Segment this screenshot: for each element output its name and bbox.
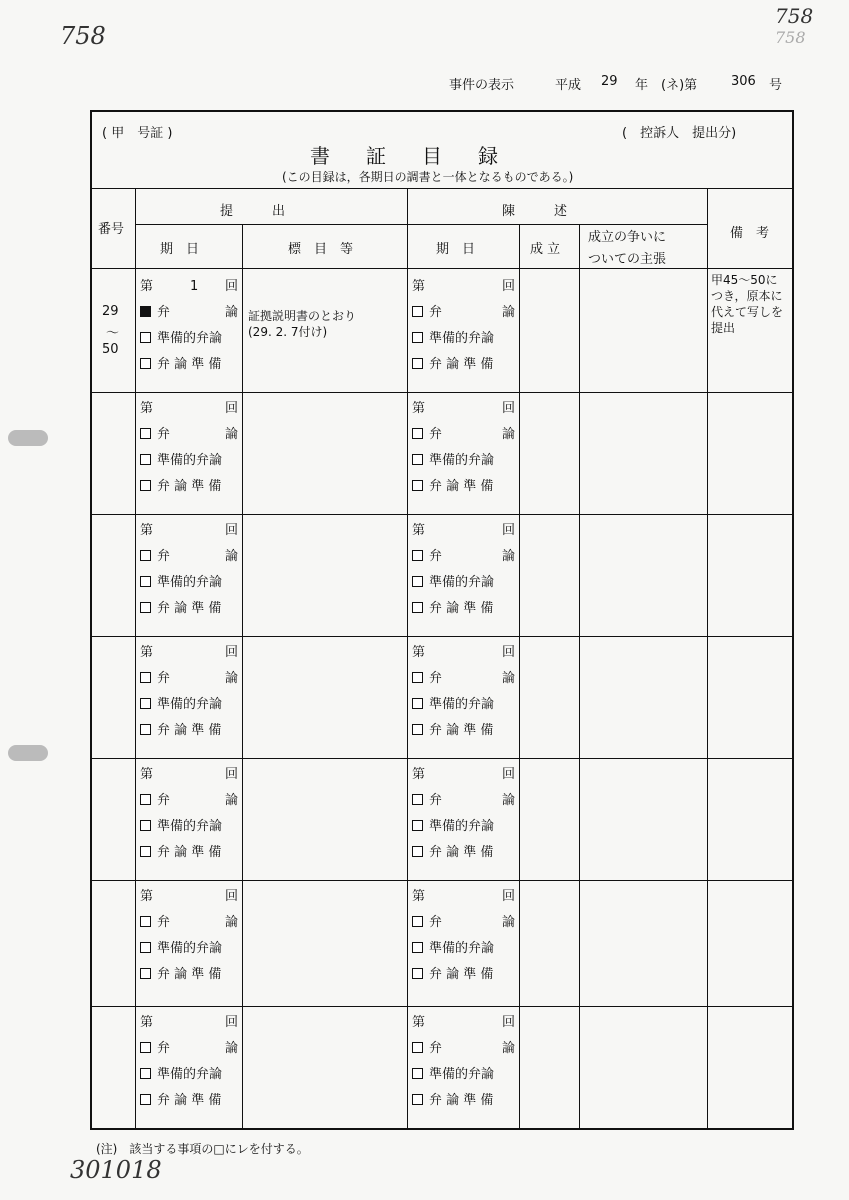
benron-jyunbi-label: 弁 論 準 備 (429, 601, 494, 616)
benron-jyunbi-label: 弁 論 準 備 (157, 723, 222, 738)
col-submission-date: 期 日 (160, 242, 200, 257)
row-3-stm-session-cell (412, 518, 515, 622)
checkbox-icon[interactable] (412, 576, 423, 587)
dai-label: 第 (140, 523, 154, 538)
case-era: 平成 (555, 78, 582, 93)
checkbox-icon[interactable] (140, 1068, 151, 1079)
ben-label: 弁 (429, 427, 443, 442)
handwritten-number-top-right: 758 (775, 4, 814, 28)
ben-label: 弁 (429, 793, 443, 808)
ron-label: 論 (501, 793, 515, 808)
checkbox-icon[interactable] (140, 1094, 151, 1105)
benron-jyunbi-label: 弁 論 準 備 (157, 479, 222, 494)
faint-number-top-right: 758 (775, 28, 806, 47)
case-number: 306 (731, 74, 756, 89)
jyunbi-label: 準備的弁論 (157, 331, 223, 346)
row-1-number-top: 29 (102, 304, 119, 319)
row-1-number-bottom: 50 (102, 342, 119, 357)
checkbox-icon[interactable] (140, 480, 151, 491)
kai-label: 回 (501, 767, 515, 782)
ron-label: 論 (501, 671, 515, 686)
checkbox-icon[interactable] (140, 358, 151, 369)
dai-label: 第 (412, 1015, 426, 1030)
case-year-unit: 年 (635, 78, 649, 93)
checkbox-icon[interactable] (412, 846, 423, 857)
kai-label: 回 (224, 279, 238, 294)
ron-label: 論 (224, 1041, 238, 1056)
col-item: 標 目 等 (288, 242, 354, 257)
ron-label: 論 (224, 671, 238, 686)
ron-label: 論 (501, 549, 515, 564)
ben-label: 弁 (157, 305, 171, 320)
checkbox-icon[interactable] (412, 454, 423, 465)
col-submission: 提 出 (220, 204, 286, 219)
checkbox-icon[interactable] (412, 428, 423, 439)
row-1-remarks-line2: つき，原本に (711, 289, 783, 303)
checkbox-icon[interactable] (412, 358, 423, 369)
kai-label: 回 (501, 889, 515, 904)
dai-label: 第 (140, 279, 154, 294)
benron-jyunbi-label: 弁 論 準 備 (157, 967, 222, 982)
kai-label: 回 (501, 1015, 515, 1030)
checkbox-icon[interactable] (412, 916, 423, 927)
evidence-type: ( 甲 号証 ) (102, 126, 173, 141)
kai-label: 回 (224, 523, 238, 538)
row-5-stm-session-cell (412, 762, 515, 866)
case-type: (ネ)第 (661, 78, 698, 93)
checkbox-icon[interactable] (412, 820, 423, 831)
row-1-item (248, 308, 356, 340)
benron-jyunbi-label: 弁 論 準 備 (429, 1093, 494, 1108)
handwritten-number-bottom-left: 301018 (70, 1156, 162, 1184)
benron-jyunbi-label: 弁 論 準 備 (429, 723, 494, 738)
kai-label: 回 (224, 889, 238, 904)
jyunbi-label: 準備的弁論 (157, 453, 223, 468)
kai-label: 回 (501, 401, 515, 416)
dai-label: 第 (140, 1015, 154, 1030)
dai-label: 第 (412, 767, 426, 782)
checkbox-icon[interactable] (412, 550, 423, 561)
col-dispute-line1: 成立の争いに (588, 230, 667, 245)
benron-jyunbi-label: 弁 論 準 備 (157, 845, 222, 860)
ben-label: 弁 (429, 671, 443, 686)
ben-label: 弁 (429, 305, 443, 320)
benron-jyunbi-label: 弁 論 準 備 (429, 967, 494, 982)
checkbox-icon[interactable] (140, 428, 151, 439)
checkbox-icon[interactable] (140, 968, 151, 979)
checkbox-icon[interactable] (140, 698, 151, 709)
ben-label: 弁 (157, 671, 171, 686)
session-number: 1 (190, 279, 199, 294)
kai-label: 回 (224, 1015, 238, 1030)
row-1-remarks-line4: 提出 (711, 321, 736, 335)
ben-label: 弁 (157, 1041, 171, 1056)
row-1-number-mid: 〜 (106, 326, 120, 341)
checkbox-icon[interactable] (140, 672, 151, 683)
ben-label: 弁 (429, 1041, 443, 1056)
checkbox-icon[interactable] (412, 794, 423, 805)
row-7-stm-session-cell (412, 1010, 515, 1114)
checkbox-icon[interactable] (412, 602, 423, 613)
row-4-sub-session-cell (140, 640, 238, 744)
checkbox-icon[interactable] (140, 1042, 151, 1053)
page-title: 書証目録 (310, 144, 534, 168)
checkbox-icon[interactable] (140, 332, 151, 343)
checkbox-icon[interactable] (140, 942, 151, 953)
ben-label: 弁 (157, 427, 171, 442)
dai-label: 第 (412, 889, 426, 904)
ron-label: 論 (501, 427, 515, 442)
checkbox-icon[interactable] (140, 576, 151, 587)
jyunbi-label: 準備的弁論 (429, 575, 495, 590)
col-statement: 陳 述 (502, 204, 568, 219)
checkbox-icon[interactable] (412, 1068, 423, 1079)
row-1-item-line1: 証拠説明書のとおり (248, 309, 357, 323)
dai-label: 第 (140, 401, 154, 416)
checkbox-icon[interactable] (140, 724, 151, 735)
dai-label: 第 (140, 889, 154, 904)
kai-label: 回 (224, 401, 238, 416)
jyunbi-label: 準備的弁論 (157, 575, 223, 590)
ron-label: 論 (224, 793, 238, 808)
case-indicator (449, 74, 789, 92)
jyunbi-label: 準備的弁論 (429, 331, 495, 346)
footer-note: (注) 該当する事項の□にレを付する。 (96, 1142, 309, 1156)
kai-label: 回 (224, 645, 238, 660)
kai-label: 回 (224, 767, 238, 782)
ron-label: 論 (224, 305, 238, 320)
ron-label: 論 (224, 915, 238, 930)
row-2-sub-session-cell (140, 396, 238, 500)
kai-label: 回 (501, 523, 515, 538)
col-number: 番号 (98, 222, 125, 237)
checkbox-icon[interactable] (140, 454, 151, 465)
row-1-sub-session-cell (140, 274, 238, 378)
row-1-item-line2: (29. 2. 7付け) (248, 325, 328, 339)
jyunbi-label: 準備的弁論 (157, 819, 223, 834)
benron-jyunbi-label: 弁 論 準 備 (429, 357, 494, 372)
ron-label: 論 (501, 1041, 515, 1056)
checkbox-icon[interactable] (140, 794, 151, 805)
row-3-sub-session-cell (140, 518, 238, 622)
dai-label: 第 (412, 645, 426, 660)
jyunbi-label: 準備的弁論 (157, 941, 223, 956)
benron-jyunbi-label: 弁 論 準 備 (157, 601, 222, 616)
checkbox-icon[interactable] (140, 916, 151, 927)
jyunbi-label: 準備的弁論 (429, 941, 495, 956)
row-2-stm-session-cell (412, 396, 515, 500)
row-4-stm-session-cell (412, 640, 515, 744)
benron-jyunbi-label: 弁 論 準 備 (429, 479, 494, 494)
checkbox-icon[interactable] (412, 698, 423, 709)
checkbox-icon[interactable] (412, 968, 423, 979)
case-number-unit: 号 (769, 78, 783, 93)
row-6-stm-session-cell (412, 884, 515, 988)
col-statement-date: 期 日 (436, 242, 476, 257)
checkbox-icon[interactable] (140, 602, 151, 613)
benron-jyunbi-label: 弁 論 準 備 (157, 357, 222, 372)
case-label: 事件の表示 (449, 78, 515, 93)
checkbox-icon[interactable] (412, 724, 423, 735)
row-1-remarks (711, 272, 783, 336)
ron-label: 論 (224, 427, 238, 442)
row-1-stm-session-cell (412, 274, 515, 378)
dai-label: 第 (140, 645, 154, 660)
row-6-sub-session-cell (140, 884, 238, 988)
jyunbi-label: 準備的弁論 (157, 1067, 223, 1082)
dai-label: 第 (412, 279, 426, 294)
ben-label: 弁 (157, 793, 171, 808)
jyunbi-label: 準備的弁論 (157, 697, 223, 712)
row-7-sub-session-cell (140, 1010, 238, 1114)
ron-label: 論 (501, 915, 515, 930)
row-1-remarks-line3: 代えて写しを (711, 305, 784, 319)
checkbox-icon[interactable] (412, 480, 423, 491)
page-subtitle: (この目録は，各期日の調書と一体となるものである。) (282, 170, 574, 184)
dai-label: 第 (412, 401, 426, 416)
jyunbi-label: 準備的弁論 (429, 819, 495, 834)
binder-ring-icon (8, 745, 48, 761)
row-5-sub-session-cell (140, 762, 238, 866)
benron-jyunbi-label: 弁 論 準 備 (429, 845, 494, 860)
submitter: ( 控訴人 提出分) (622, 126, 737, 141)
col-remarks: 備 考 (730, 226, 770, 241)
ben-label: 弁 (157, 915, 171, 930)
ron-label: 論 (501, 305, 515, 320)
benron-jyunbi-label: 弁 論 準 備 (157, 1093, 222, 1108)
checkbox-icon[interactable] (412, 1042, 423, 1053)
checked-box-icon[interactable] (140, 306, 151, 317)
handwritten-number-top-left: 758 (60, 22, 106, 50)
jyunbi-label: 準備的弁論 (429, 697, 495, 712)
col-dispute-line2: ついての主張 (588, 252, 667, 267)
case-year: 29 (601, 74, 618, 89)
evidence-list-table (90, 110, 794, 1130)
ben-label: 弁 (157, 549, 171, 564)
jyunbi-label: 準備的弁論 (429, 1067, 495, 1082)
dai-label: 第 (140, 767, 154, 782)
jyunbi-label: 準備的弁論 (429, 453, 495, 468)
checkbox-icon[interactable] (140, 550, 151, 561)
checkbox-icon[interactable] (412, 332, 423, 343)
col-established: 成 立 (530, 242, 561, 257)
binder-ring-icon (8, 430, 48, 446)
ben-label: 弁 (429, 549, 443, 564)
checkbox-icon[interactable] (412, 942, 423, 953)
checkbox-icon[interactable] (412, 306, 423, 317)
kai-label: 回 (501, 645, 515, 660)
checkbox-icon[interactable] (140, 820, 151, 831)
checkbox-icon[interactable] (412, 672, 423, 683)
dai-label: 第 (412, 523, 426, 538)
checkbox-icon[interactable] (140, 846, 151, 857)
kai-label: 回 (501, 279, 515, 294)
ben-label: 弁 (429, 915, 443, 930)
row-1-remarks-line1: 甲45〜50に (711, 273, 778, 287)
ron-label: 論 (224, 549, 238, 564)
checkbox-icon[interactable] (412, 1094, 423, 1105)
